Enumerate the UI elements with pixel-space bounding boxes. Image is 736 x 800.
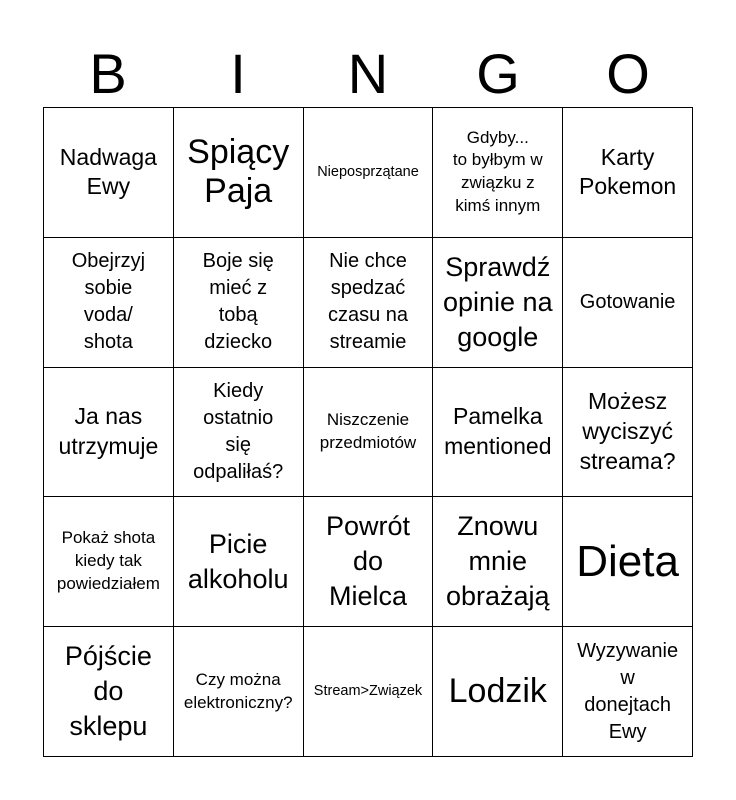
cell-text: Pamelka mentioned xyxy=(444,403,552,459)
cell-text: Pokaż shota kiedy tak powiedziałem xyxy=(56,528,160,594)
cell-text: Gdyby... to byłbym w związku z kimś innym xyxy=(452,127,543,216)
bingo-cell[interactable] xyxy=(433,368,563,498)
header-letter-o: O xyxy=(606,42,650,105)
cell-text: Boje się mieć z tobą dziecko xyxy=(202,250,274,354)
cell-text: Pójście do sklepu xyxy=(64,640,152,742)
bingo-cell[interactable] xyxy=(304,108,434,238)
bingo-cell[interactable] xyxy=(563,368,693,498)
cell-text: Ja nas utrzymuje xyxy=(58,403,159,459)
bingo-cell[interactable] xyxy=(433,108,563,238)
cell-text: Możesz wyciszyć streama? xyxy=(579,388,676,474)
header-letter-n: N xyxy=(347,42,389,105)
bingo-board xyxy=(43,107,693,757)
bingo-cell[interactable] xyxy=(563,627,693,757)
bingo-cell[interactable] xyxy=(563,108,693,238)
bingo-cell[interactable] xyxy=(174,627,304,757)
bingo-cell[interactable] xyxy=(433,238,563,368)
bingo-cell[interactable] xyxy=(44,108,174,238)
bingo-cell[interactable] xyxy=(174,238,304,368)
bingo-cell[interactable] xyxy=(563,238,693,368)
cell-text: Lodzik xyxy=(448,672,547,711)
bingo-header xyxy=(43,40,693,108)
cell-text: Wyzywanie w donejtach Ewy xyxy=(577,639,679,743)
cell-text: Kiedy ostatnio się odpaliłaś? xyxy=(193,379,284,483)
bingo-cell[interactable] xyxy=(44,238,174,368)
cell-text: Nadwaga Ewy xyxy=(59,143,157,200)
header-letter-b: B xyxy=(89,42,127,105)
cell-text: Czy można elektroniczny? xyxy=(183,669,293,712)
bingo-cell[interactable] xyxy=(563,497,693,627)
header-letter-g: G xyxy=(476,42,520,105)
cell-text: Picie alkoholu xyxy=(187,528,289,594)
bingo-cell[interactable] xyxy=(304,627,434,757)
bingo-cell[interactable] xyxy=(44,368,174,498)
cell-text: Niszczenie przedmiotów xyxy=(319,410,417,452)
cell-text: Spiący Paja xyxy=(187,133,290,211)
cell-text: Dieta xyxy=(576,536,679,586)
bingo-cell[interactable] xyxy=(304,238,434,368)
cell-text: Nieposprzątane xyxy=(317,163,419,180)
cell-text: Karty Pokemon xyxy=(579,143,677,200)
header-letter-i: I xyxy=(230,42,246,105)
cell-text: Obejrzyj sobie voda/ shota xyxy=(71,250,146,354)
bingo-cell[interactable] xyxy=(433,497,563,627)
bingo-cell[interactable] xyxy=(304,497,434,627)
cell-text: Znowu mnie obrażają xyxy=(446,511,550,612)
bingo-cell[interactable] xyxy=(433,627,563,757)
bingo-cell[interactable] xyxy=(44,627,174,757)
bingo-cell[interactable] xyxy=(174,108,304,238)
bingo-cell[interactable] xyxy=(174,497,304,627)
bingo-cell[interactable] xyxy=(174,368,304,498)
cell-text: Nie chce spedzać czasu na streamie xyxy=(327,250,409,354)
cell-text: Sprawdź opinie na google xyxy=(442,251,553,352)
bingo-cell[interactable] xyxy=(304,368,434,498)
cell-text: Gotowanie xyxy=(579,290,676,313)
cell-text: Powrót do Mielca xyxy=(325,511,411,612)
bingo-cell[interactable] xyxy=(44,497,174,627)
cell-text: Stream>Związek xyxy=(313,682,423,699)
